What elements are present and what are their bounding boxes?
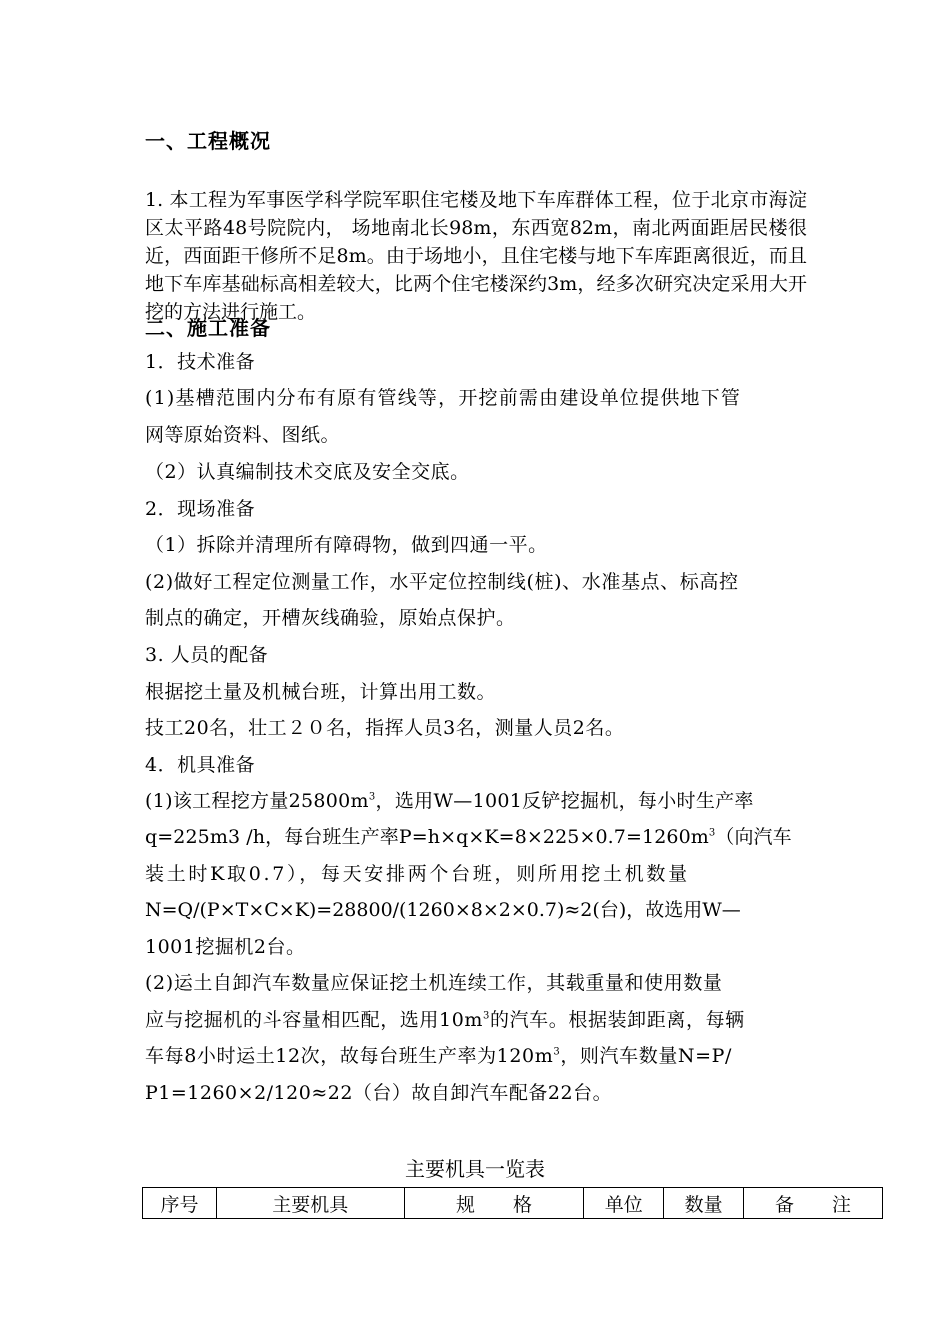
table-header-row	[143, 1188, 883, 1219]
subheading-staff: 3. 人员的配备	[145, 644, 269, 666]
site-item-1: （1）拆除并清理所有障碍物，做到四通一平。	[145, 534, 548, 556]
machine-item-2-line-4: P1=1260×2/120≈22（台）故自卸汽车配备22台。	[145, 1082, 613, 1104]
header-index: 序号	[143, 1188, 217, 1219]
header-equipment: 主要机具	[216, 1188, 404, 1219]
machine-item-2-line-2: 应与挖掘机的斗容量相匹配，选用$10m^3$的汽车。根据装卸距离，每辆	[145, 1009, 745, 1031]
site-item-2-line-2: 制点的确定，开槽灰线确验，原始点保护。	[145, 607, 516, 629]
site-item-2-line-1: (2)做好工程定位测量工作，水平定位控制线(桩)、水准基点、标高控	[145, 571, 739, 593]
machine-item-2-line-3: 车每8小时运土12次，故每台班生产率为$120m^3$，则汽车数量N=P/	[145, 1045, 733, 1067]
header-unit: 单位	[584, 1188, 664, 1219]
machine-item-2-line-1: (2)运土自卸汽车数量应保证挖土机连续工作，其载重量和使用数量	[145, 972, 723, 994]
section-heading-overview: 一、工程概况	[145, 129, 271, 153]
staff-line-2: 技工20名，壮工２０名，指挥人员3名，测量人员2名。	[145, 717, 625, 739]
header-remarks: 备 注	[744, 1188, 883, 1219]
equipment-table	[142, 1187, 883, 1219]
subheading-tech-preparation: 1．技术准备	[145, 351, 256, 373]
machine-item-1-line-5: 1001挖掘机2台。	[145, 936, 306, 958]
tech-item-2: （2）认真编制技术交底及安全交底。	[145, 461, 470, 483]
machine-item-1-line-4: N=Q/(P×T×C×K)=28800/(1260×8×2×0.7)≈2(台)，故选用W—	[145, 899, 741, 921]
section-heading-preparation: 二、施工准备	[145, 316, 271, 340]
header-spec: 规 格	[404, 1188, 584, 1219]
equipment-table-title: 主要机具一览表	[405, 1157, 545, 1181]
subheading-machinery: 4．机具准备	[145, 754, 256, 776]
machine-item-1-line-3: 装土时K取0.7），每天安排两个台班，则所用挖土机数量	[145, 863, 690, 885]
overview-paragraph: 1. 本工程为军事医学科学院军职住宅楼及地下车库群体工程，位于北京市海淀区太平路48号院院内， 场地南北长98m，东西宽82m，南北两面距居民楼很近，西面距干修所不足8m。由于场地小，且住宅楼与地下车库距离很近，而且地下车库基础标高相差较大，比两个住宅楼深约3m，经多次研究决定采用大开挖的方法进行施工。	[145, 189, 807, 323]
tech-item-1-line-1: (1)基槽范围内分布有原有管线等，开挖前需由建设单位提供地下管	[145, 387, 742, 409]
header-quantity: 数量	[664, 1188, 744, 1219]
machine-item-1-line-2: q=225m3 /h，每台班生产率$P=h\times q\times K=8\times 225\times 0.7=1260m^3$（向汽车	[145, 826, 792, 848]
subheading-site-preparation: 2．现场准备	[145, 498, 256, 520]
tech-item-1-line-2: 网等原始资料、图纸。	[145, 424, 341, 446]
machine-item-1-line-1: (1)该工程挖方量$25800m^3$，选用W—1001反铲挖掘机，每小时生产率	[145, 790, 754, 812]
staff-line-1: 根据挖土量及机械台班，计算出用工数。	[145, 681, 497, 703]
